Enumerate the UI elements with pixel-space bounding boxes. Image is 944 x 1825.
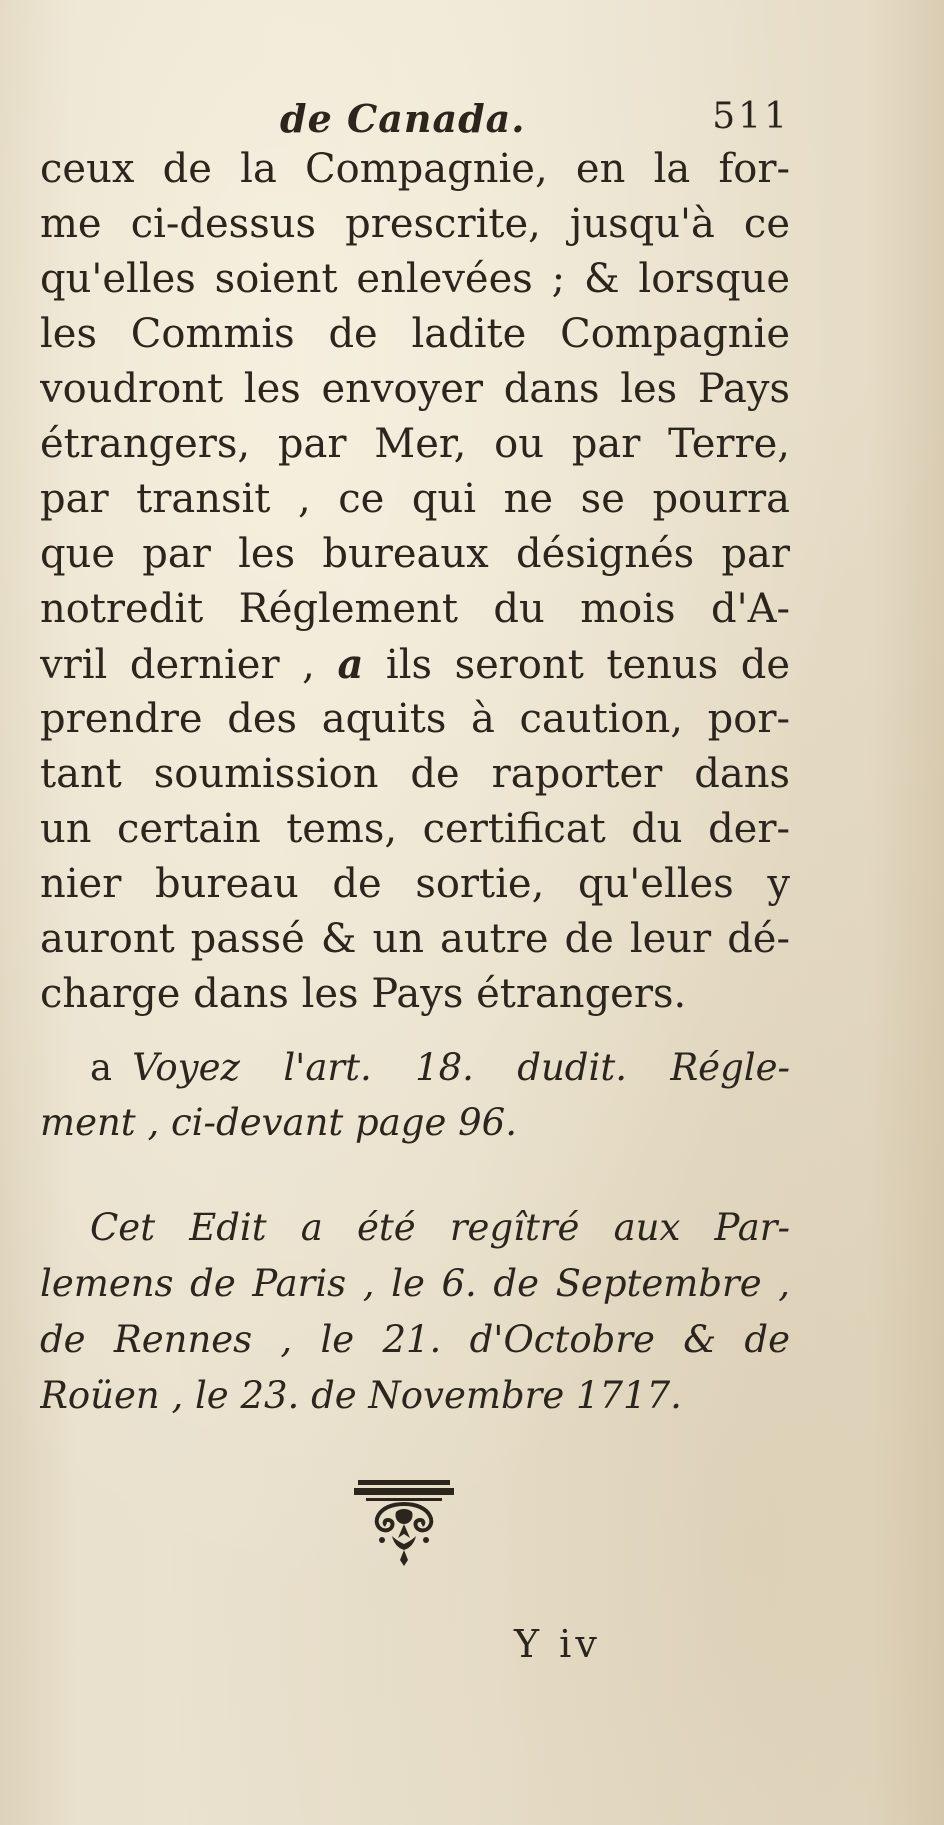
page-number: 511 xyxy=(712,96,790,137)
footnote-letter: a xyxy=(90,1046,113,1089)
fleuron-ornament-icon xyxy=(352,1478,456,1570)
body-text xyxy=(40,142,790,1022)
body-line: ceux de la Compagnie, en la for- xyxy=(40,146,790,192)
signature-mark: Y iv xyxy=(514,1622,601,1666)
body-line-part: ils seront tenus de xyxy=(385,642,790,688)
body-line: étrangers, par Mer, ou par Terre, xyxy=(40,421,790,467)
registration-line: lemens de Paris , le 6. de Septembre , xyxy=(40,1262,790,1305)
footnote-line: ment , ci-devant page 96. xyxy=(40,1101,517,1144)
body-line: nier bureau de sortie, qu'elles y xyxy=(40,861,790,907)
body-line: par transit , ce qui ne se pourra xyxy=(40,476,790,522)
body-line: me ci-dessus prescrite, jusqu'à ce xyxy=(40,201,790,247)
running-head xyxy=(40,96,800,146)
body-line: prendre des aquits à caution, por- xyxy=(40,696,790,742)
footnote-line xyxy=(40,1040,790,1095)
body-line: les Commis de ladite Compagnie xyxy=(40,311,790,357)
footnote-reference-mark: a xyxy=(337,641,364,688)
body-line-with-note xyxy=(40,637,790,692)
body-line: charge dans les Pays étrangers. xyxy=(40,971,687,1017)
body-line: qu'elles soient enlevées ; & lorsque xyxy=(40,256,790,302)
registration-note xyxy=(40,1200,790,1424)
body-line: auront passé & un autre de leur dé- xyxy=(40,916,790,962)
body-line: tant soumission de raporter dans xyxy=(40,751,790,797)
footnote xyxy=(40,1040,790,1150)
body-line: notredit Réglement du mois d'A- xyxy=(40,586,790,632)
registration-line: Cet Edit a été regîtré aux Par- xyxy=(90,1206,790,1249)
body-line: voudront les envoyer dans les Pays xyxy=(40,366,790,412)
registration-line: de Rennes , le 21. d'Octobre & de xyxy=(40,1318,790,1361)
registration-line: Roüen , le 23. de Novembre 1717. xyxy=(40,1374,682,1417)
running-head-title: de Canada. xyxy=(280,96,526,141)
body-line-part: vril dernier , xyxy=(40,642,315,688)
footnote-text: Voyez l'art. 18. dudit. Régle- xyxy=(132,1046,790,1089)
body-line: un certain tems, certificat du der- xyxy=(40,806,790,852)
body-line: que par les bureaux désignés par xyxy=(40,531,790,577)
